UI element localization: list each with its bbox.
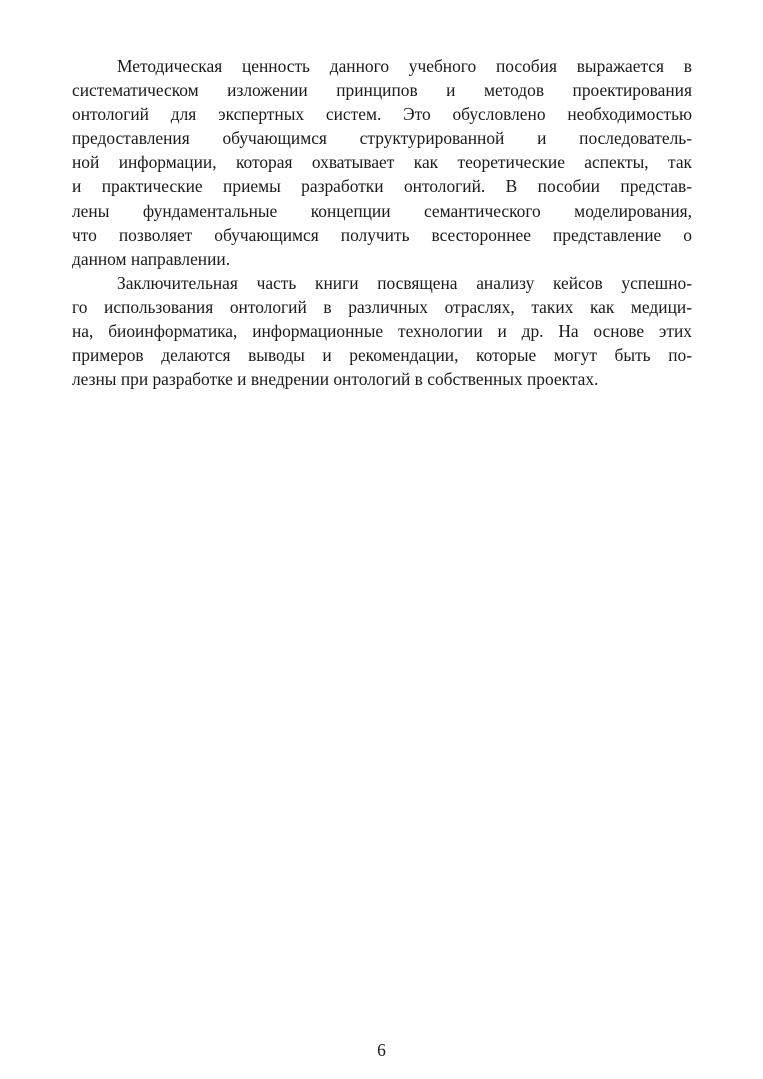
paragraph-methodological-value	[72, 54, 692, 271]
text-line: примеров делаются выводы и рекомендации, которые могут быть по-	[72, 345, 692, 366]
text-line: лезны при разработке и внедрении онтологий в собственных проектах.	[72, 369, 599, 390]
text-line: предоставления обучающимся структурированной и последователь-	[72, 128, 692, 149]
page-number: 6	[377, 1040, 386, 1060]
text-line: лены фундаментальные концепции семантического моделирования,	[72, 200, 692, 221]
text-line: и практические приемы разработки онтологий. В пособии представ-	[72, 176, 692, 197]
text-line: ной информации, которая охватывает как теоретические аспекты, так	[72, 152, 692, 173]
text-line: го использования онтологий в различных отраслях, таких как медици-	[72, 296, 692, 317]
text-line: данном направлении.	[72, 248, 231, 269]
text-line: на, биоинформатика, информационные технологии и др. На основе этих	[72, 321, 692, 342]
page-body	[72, 54, 692, 391]
text-line: Методическая ценность данного учебного пособия выражается в	[117, 56, 692, 76]
text-line: онтологий для экспертных систем. Это обусловлено необходимостью	[72, 104, 692, 125]
text-line: Заключительная часть книги посвящена анализу кейсов успешно-	[117, 272, 692, 293]
text-line: систематическом изложении принципов и методов проектирования	[72, 80, 692, 101]
paragraph-case-studies	[72, 271, 692, 391]
text-line: что позволяет обучающимся получить всестороннее представление о	[72, 224, 692, 245]
